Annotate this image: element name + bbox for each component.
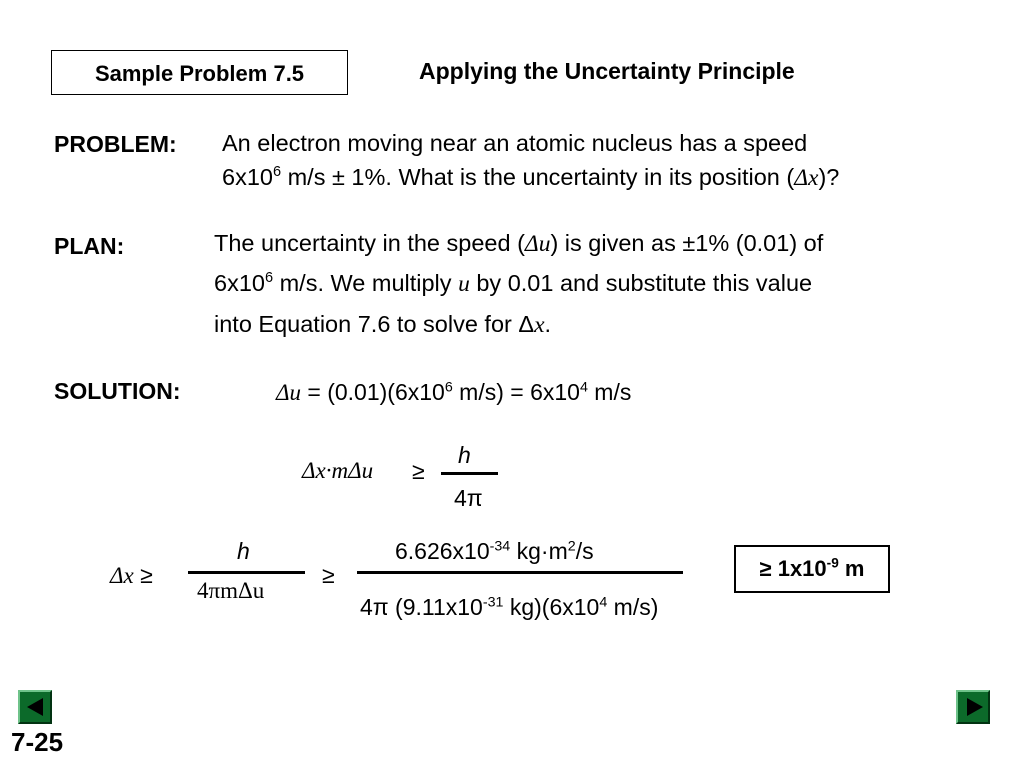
- triangle-left-icon: [27, 698, 43, 716]
- sample-problem-label: Sample Problem 7.5: [51, 50, 348, 95]
- plan-text-line1: The uncertainty in the speed (Δu) is given as ±1% (0.01) of: [214, 230, 824, 257]
- fraction-bar: [441, 472, 498, 475]
- numeric-denominator: 4π ($9.11x10^{-31}$ $kg)(6x10^4$ m/s): [360, 594, 659, 620]
- next-slide-button[interactable]: [956, 690, 990, 724]
- problem-text-line2: $6x10^6$ m/s ± 1%. What is the uncertainty in its position (Δx)?: [222, 164, 840, 191]
- problem-label: PROBLEM:: [54, 131, 177, 157]
- plan-label: PLAN:: [54, 233, 125, 259]
- slide-title: Applying the Uncertainty Principle: [419, 58, 795, 84]
- answer-box: ≥ $1x10^{-9}$ m: [734, 545, 890, 593]
- speed-uncertainty-equation: $\Delta u = (0.01)(6x10^6$ $m/s) = 6x10^4$ m/s: [276, 379, 632, 405]
- fraction-denominator: 4πmΔu: [197, 578, 265, 603]
- numeric-numerator: $6.626x10^{-34}$ $kg\cdot m^2/s$: [395, 538, 594, 564]
- plan-text-line2: $6x10^6$ m/s. We multiply u by 0.01 and substitute this value: [214, 270, 813, 297]
- slide-number: 7-25: [11, 727, 64, 757]
- plan-text-line3: into Equation 7.6 to solve for Δx.: [214, 311, 552, 338]
- uncertainty-principle-lhs: Δx·mΔu: [302, 458, 374, 483]
- fraction-numerator: h: [458, 442, 471, 468]
- fraction-denominator: 4π: [454, 485, 483, 511]
- fraction-numerator: h: [237, 538, 250, 564]
- triangle-right-icon: [967, 698, 983, 716]
- fraction-bar: [188, 571, 305, 574]
- ge-sign: ≥: [412, 458, 425, 484]
- solution-label: SOLUTION:: [54, 378, 181, 404]
- previous-slide-button[interactable]: [18, 690, 52, 724]
- fraction-bar: [357, 571, 683, 574]
- ge-sign: ≥: [322, 562, 335, 588]
- position-uncertainty-lhs: Δx ≥: [110, 562, 153, 588]
- problem-text-line1: An electron moving near an atomic nucleus has a speed: [222, 130, 808, 156]
